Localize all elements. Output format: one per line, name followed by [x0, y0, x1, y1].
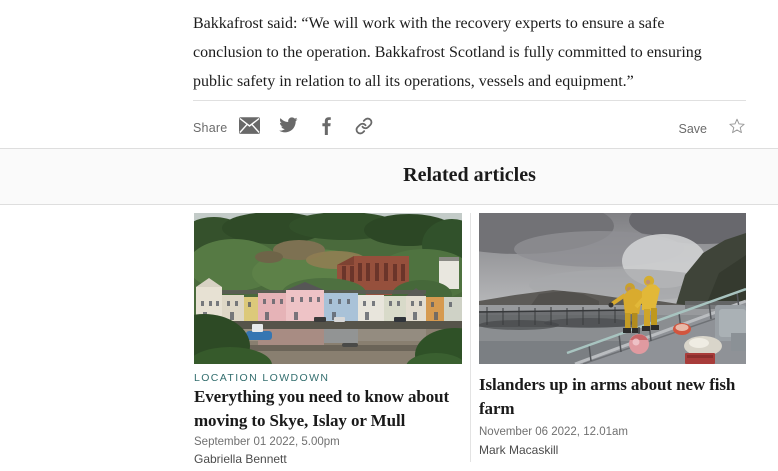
- save-button[interactable]: [679, 117, 747, 140]
- related-articles-title: Related articles: [403, 164, 536, 186]
- facebook-icon: [321, 116, 332, 138]
- article-thumbnail[interactable]: [479, 213, 746, 364]
- paragraph-line: public safety in relation to all its operations, vessels and equipment.”: [193, 73, 634, 90]
- article-paragraph: [193, 9, 746, 96]
- headline-line: Everything you need to know about: [194, 387, 450, 406]
- paragraph-line: Bakkafrost said: “We will work with the recovery experts to ensure a safe: [193, 15, 665, 32]
- paragraph-line: conclusion to the operation. Bakkafrost Scotland is fully committed to ensuring: [193, 44, 702, 61]
- copy-link-button[interactable]: [351, 116, 377, 138]
- share-label: Share: [193, 121, 228, 135]
- article-author: Mark Macaskill: [479, 443, 559, 457]
- twitter-icon: [278, 117, 298, 137]
- section-divider: [193, 100, 746, 101]
- headline-line: Islanders up in arms about new fish: [479, 375, 736, 394]
- headline-line: moving to Skye, Islay or Mull: [194, 411, 406, 430]
- article-date: November 06 2022, 12.01am: [479, 426, 628, 438]
- headline-line: farm: [479, 399, 515, 418]
- portree-harbour-image: [194, 213, 462, 364]
- article-headline[interactable]: [194, 385, 462, 433]
- link-icon: [355, 117, 373, 138]
- star-icon: [728, 117, 746, 140]
- fish-farm-image: [479, 213, 746, 364]
- article-thumbnail[interactable]: [194, 213, 462, 364]
- related-article-card[interactable]: [479, 213, 746, 457]
- card-divider: [470, 213, 471, 462]
- article-headline[interactable]: [479, 373, 746, 421]
- email-share-button[interactable]: [236, 116, 262, 138]
- share-bar: [193, 113, 746, 141]
- related-articles-band: [0, 148, 778, 205]
- save-label: Save: [678, 121, 707, 136]
- article-author: Gabriella Bennett: [194, 452, 287, 466]
- article-category[interactable]: LOCATION LOWDOWN: [194, 372, 330, 384]
- related-article-card[interactable]: [194, 213, 462, 466]
- email-icon: [239, 117, 260, 137]
- article-date: September 01 2022, 5.00pm: [194, 436, 340, 448]
- facebook-share-button[interactable]: [313, 116, 339, 138]
- twitter-share-button[interactable]: [275, 116, 301, 138]
